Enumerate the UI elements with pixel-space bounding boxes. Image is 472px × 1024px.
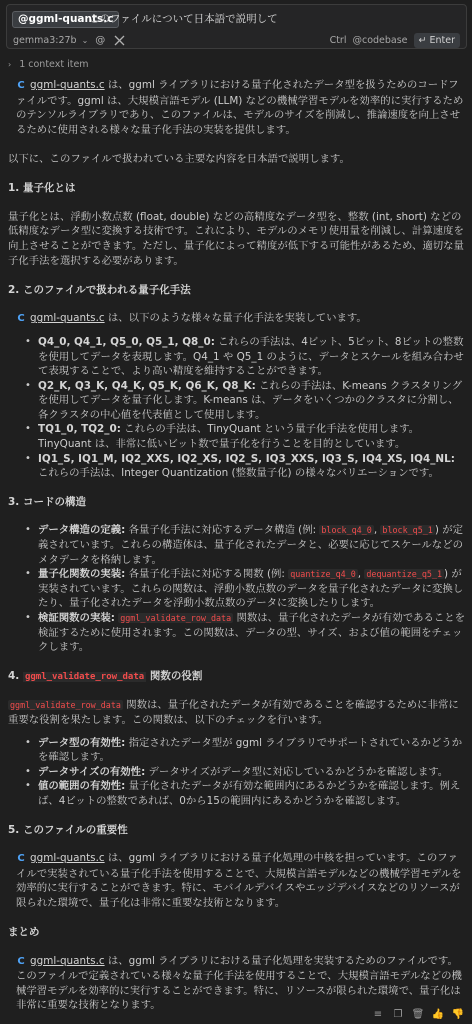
item-title: データサイズの有効性: (38, 765, 146, 778)
chat-input-box[interactable] (6, 4, 467, 49)
section-heading: 3. コードの構造 (8, 495, 86, 508)
item-title: 値の範囲の有効性: (38, 780, 126, 793)
list-item (8, 523, 468, 567)
context-items-toggle[interactable] (8, 58, 89, 70)
paragraph-text: は、ggml ライブラリにおける量子化処理を実装するためのファイルです。このファイルで定義されている様々な量子化手法を使用することで、大規模言語モデルなどの機械学習モデルを効率的に実行することができます。特に、リソースが限られた環境で、量子化は非常に重要な技術となります。 (16, 954, 462, 1012)
thumbs-down-icon[interactable]: 👎 (451, 1008, 465, 1020)
list-item (8, 567, 468, 611)
codebase-button[interactable]: @codebase (352, 35, 408, 46)
enter-button[interactable] (414, 33, 460, 48)
trash-icon[interactable]: 🗑 (411, 1008, 425, 1020)
model-selector[interactable]: gemma3:27b (13, 34, 77, 46)
item-text: 関数は、量子化されたデータが有効であることを検証するために使用されます。この関数は、データの型、サイズ、および値の範囲をチェックします。 (38, 612, 466, 654)
input-actions (330, 33, 460, 48)
enter-label: Enter (429, 35, 455, 46)
structure-list (8, 523, 468, 654)
c-file-icon: C (17, 313, 25, 325)
item-text: ) が実装されています。これらの関数は、浮動小数点数のデータを量子化されたデータに変換したり、量子化されたデータを浮動小数点数のデータに変換したりします。 (38, 568, 464, 610)
shortcut-label: Ctrl (329, 35, 347, 46)
separator: , (373, 524, 381, 537)
list-item (8, 452, 468, 481)
chevron-down-icon[interactable]: ⌄ (81, 35, 89, 45)
item-title: IQ1_S, IQ1_M, IQ2_XXS, IQ2_XS, IQ2_S, IQ3_XXS, IQ3_S, IQ4_XS, IQ4_NL: (38, 452, 455, 465)
list-item (8, 422, 468, 451)
file-link[interactable]: ggml-quants.c (30, 852, 105, 865)
section-heading: 5. このファイルの重要性 (8, 823, 128, 836)
method-list (8, 335, 468, 481)
item-text: データサイズがデータ型に対応しているかどうかを確認します。 (145, 765, 449, 778)
model-selector-row (13, 33, 126, 47)
list-item (8, 335, 468, 379)
inline-code: block_q5_1 (382, 525, 433, 536)
list-icon[interactable]: ≡ (373, 1008, 383, 1020)
lead-text: 関数は、量子化されたデータが有効であることを確認するために非常に重要な役割を果たします。この関数は、以下のチェックを行います。 (8, 699, 459, 726)
item-text: 量子化されたデータが有効な範囲内にあるかどうかを確認します。例えば、4ビットの整数であれば、0から15の範囲内にあるかどうかを確認します。 (38, 780, 461, 807)
at-mention-icon[interactable]: @ (95, 34, 106, 46)
separator: , (357, 568, 365, 581)
bullet: • (25, 452, 31, 464)
section-heading: まとめ (8, 926, 40, 939)
enter-icon: ↵ (418, 35, 427, 46)
c-file-icon: C (17, 853, 25, 865)
item-title: 検証関数の実装: (38, 612, 115, 624)
bullet: • (25, 765, 31, 777)
bullet: • (25, 736, 31, 748)
item-text: 指定されたデータ型が ggml ライブラリでサポートされているかどうかを確認します。 (38, 736, 463, 764)
list-item (8, 379, 468, 423)
item-title: データ型の有効性: (38, 736, 126, 749)
bullet: • (25, 379, 31, 391)
inline-code: quantize_q4_0 (290, 569, 356, 580)
context-items-label: 1 context item (19, 58, 89, 70)
section-paragraph (8, 851, 468, 910)
item-title: 量子化関数の実装: (38, 568, 126, 581)
section-lead (8, 698, 468, 727)
bullet: • (25, 335, 31, 347)
heading-text: 関数の役割 (146, 669, 203, 682)
list-item (8, 765, 468, 780)
section-heading: 2. このファイルで扱われる量子化手法 (8, 283, 191, 296)
list-item (8, 611, 468, 655)
section-heading: 1. 量子化とは (8, 182, 76, 195)
intro-paragraph (8, 78, 468, 137)
section-paragraph: 量子化とは、浮動小数点数 (float, double) などの高精度なデータ型を、整数 (int, short) などの低精度なデータ型に変換する技術です。これにより、モデルのメモリ使用量を削減し、計算速度を向上させることができます。ただし、量子化によって精度が低下する可能性があるため、適切な量子化手法を選択する必要があります。 (8, 210, 464, 267)
paragraph-text: は、ggml ライブラリにおける量子化処理の中核を担っています。このファイルで実装されている量子化手法を使用することで、大規模言語モデルなどの機械学習モデルを効率的に実行することができます。特に、モバイルデバイスやエッジデバイスなどのリソースが限られた環境で、量子化は非常に重要な技術となります。 (16, 852, 462, 909)
bullet: • (25, 780, 31, 792)
item-text: ) が定義されています。これらの構造体は、量子化されたデータと、必要に応じてスケールなどのメタデータを格納します。 (38, 524, 463, 566)
list-item (8, 736, 468, 765)
lead-text: は、以下のような様々な量子化手法を実装しています。 (104, 312, 367, 325)
response-body (8, 78, 468, 1024)
item-text: 各量子化手法に対応するデータ構造 (例: (125, 524, 320, 537)
chevron-right-icon: › (8, 59, 12, 69)
item-text: これらの手法は、Integer Quantization (整数量子化) の様々なバリエーションです。 (38, 467, 439, 480)
tools-icon[interactable] (112, 33, 126, 47)
heading-number: 4. (8, 669, 20, 682)
item-text: 各量子化手法に対応する関数 (例: (125, 568, 289, 581)
c-file-icon: C (17, 955, 25, 967)
c-file-icon: C (17, 80, 25, 91)
inline-code: dequantize_q5_1 (366, 569, 443, 580)
item-text: これらの手法は、K-means クラスタリングを使用してデータを量子化します。K-means は、データをいくつかのクラスタに分割し、各クラスタの中心値を代表値として使用します。 (38, 379, 463, 421)
item-text: これらの手法は、TinyQuant という量子化手法を使用します。TinyQuant は、非常に低いビット数で量子化を行うことを目的としています。 (38, 423, 420, 451)
item-title: Q2_K, Q3_K, Q4_K, Q5_K, Q6_K, Q8_K: (38, 379, 256, 392)
item-text: これらの手法は、4ビット、5ビット、8ビットの整数を使用してデータを表現します。Q4_1 や Q5_1 のように、データとスケールを組み合わせて表現することで、より高い精度を維持することができます。 (38, 335, 464, 378)
response-actions (372, 1008, 464, 1020)
file-link[interactable]: ggml-quants.c (30, 312, 105, 325)
item-title: データ構造の定義: (38, 524, 126, 537)
item-title: Q4_0, Q4_1, Q5_0, Q5_1, Q8_0: (38, 335, 215, 348)
summary-paragraph (8, 954, 468, 1013)
file-link[interactable]: ggml-quants.c (30, 79, 105, 91)
bullet: • (25, 423, 31, 435)
inline-code: ggml_validate_row_data (120, 613, 232, 623)
list-item (8, 779, 468, 808)
intro-paragraph-2: 以下に、このファイルで扱われている主要な内容を日本語で説明します。 (8, 152, 350, 165)
inline-code: ggml_validate_row_data (10, 700, 121, 711)
intro-text: は、ggml ライブラリにおける量子化されたデータ型を扱うためのコードファイルです。ggml は、大規模言語モデル (LLM) などの機械学習モデルを効率的に実行するためのテンソルライブラリであり、このファイルは、モデルのサイズを削減し、推論速度を向上させるために使用される様々な量子化手法の実装を提供します。 (16, 79, 464, 136)
bullet: • (25, 568, 31, 580)
inline-code: block_q4_0 (321, 525, 372, 536)
bullet: • (25, 612, 31, 623)
bullet: • (25, 524, 31, 536)
copy-icon[interactable]: ❐ (393, 1008, 403, 1020)
inline-code: ggml_validate_row_data (24, 671, 145, 682)
section-lead (8, 311, 468, 327)
item-title: TQ1_0, TQ2_0: (38, 423, 121, 436)
query-text[interactable]: このファイルについて日本語で説明して (89, 13, 278, 25)
thumbs-up-icon[interactable]: 👍 (431, 1008, 445, 1020)
section-heading (8, 669, 468, 685)
file-link[interactable]: ggml-quants.c (30, 954, 105, 967)
context-chip[interactable]: @ggml-quants.c (12, 11, 119, 28)
check-list (8, 736, 468, 809)
